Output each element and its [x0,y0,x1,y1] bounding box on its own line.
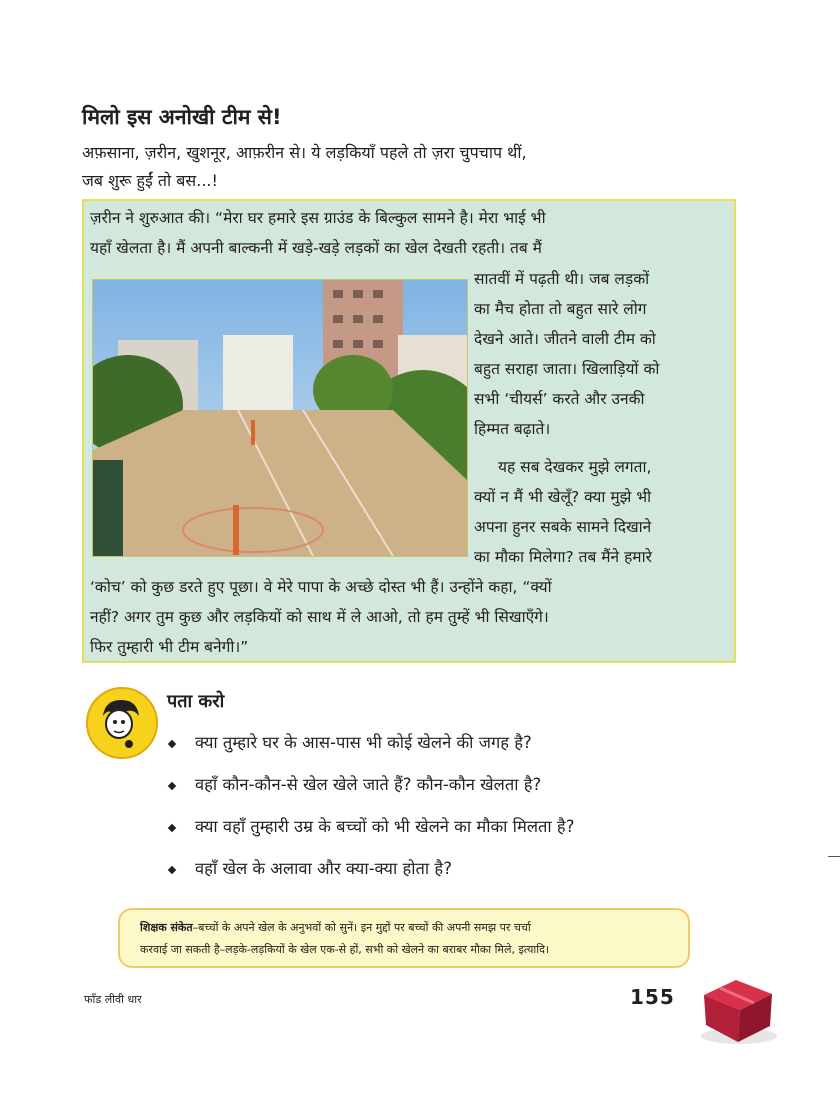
bullet-icon [168,824,176,832]
bullet-icon [168,866,176,874]
story-line: बहुत सराहा जाता। खिलाड़ियों को [474,360,660,378]
bullet-icon [168,740,176,748]
book-title: फाँड लीवी धार [84,993,142,1006]
teacher-note-text: –बच्चों के अपने खेल के अनुभवों को सुनें। इन मुद्दों पर बच्चों की अपनी समझ पर चर्चा [192,921,531,934]
intro-line: जब शुरू हुईं तो बस...! [82,171,218,190]
story-line: का मैच होता तो बहुत सारे लोग [474,300,647,318]
teacher-note [118,908,690,968]
story-line: का मौका मिलेगा? तब मैंने हमारे [474,548,652,566]
story-line: यहाँ खेलता है। मैं अपनी बाल्कनी में खड़े-खड़े लड़कों का खेल देखती रहती। तब मैं [90,239,542,257]
question-text: वहाँ खेल के अलावा और क्या-क्या होता है? [195,859,452,878]
story-line: क्यों न मैं भी खेलूँ? क्या मुझे भी [474,488,652,506]
section-heading: मिलो इस अनोखी टीम से! [82,105,282,129]
gift-box-icon [694,970,784,1050]
story-line: देखने आते। जीतने वाली टीम को [474,330,656,348]
story-line: ‘कोच’ को कुछ डरते हुए पूछा। वे मेरे पापा के अच्छे दोस्त भी हैं। उन्होंने कहा, “क्यों [90,578,552,596]
story-line: ज़रीन ने शुरुआत की। “मेरा घर हमारे इस ग्राउंड के बिल्कुल सामने है। मेरा भाई भी [90,209,546,227]
find-out-title: पता करो [167,691,225,712]
thinking-child-icon [85,686,159,760]
question-text: क्या वहाँ तुम्हारी उम्र के बच्चों को भी खेलने का मौका मिलता है? [195,817,575,836]
story-box [82,199,736,663]
story-line: फिर तुम्हारी भी टीम बनेगी।” [90,638,249,656]
story-line: यह सब देखकर मुझे लगता, [498,458,652,476]
story-line: सातवीं में पढ़ती थी। जब लड़कों [474,270,650,288]
teacher-note-line [140,917,668,939]
playground-photo [92,279,468,557]
story-line: हिम्मत बढ़ाते। [474,420,551,438]
list-item [167,771,574,813]
story-line: नहीं? अगर तुम कुछ और लड़कियों को साथ में ले आओ, तो हम तुम्हें भी सिखाएँगे। [90,608,549,626]
edge-mark [828,856,840,857]
question-list [167,729,574,897]
list-item [167,813,574,855]
page-number: 155 [630,985,675,1009]
question-text: क्या तुम्हारे घर के आस-पास भी कोई खेलने की जगह है? [195,733,532,752]
list-item [167,729,574,771]
teacher-note-line: करवाई जा सकती है–लड़के-लड़कियों के खेल एक-से हों, सभी को खेलने का बराबर मौका मिले, इत्यादि। [140,943,550,956]
list-item [167,855,574,897]
intro-paragraph [82,139,722,195]
story-line: अपना हुनर सबके सामने दिखाने [474,518,652,536]
intro-line: अफ़साना, ज़रीन, खुशनूर, आफ़रीन से। ये लड़कियाँ पहले तो ज़रा चुपचाप थीं, [82,143,527,162]
teacher-note-label: शिक्षक संकेत [140,921,193,934]
bullet-icon [168,782,176,790]
story-line: सभी ‘चीयर्स’ करते और उनकी [474,390,645,408]
question-text: वहाँ कौन-कौन-से खेल खेले जाते हैं? कौन-कौन खेलता है? [195,775,542,794]
